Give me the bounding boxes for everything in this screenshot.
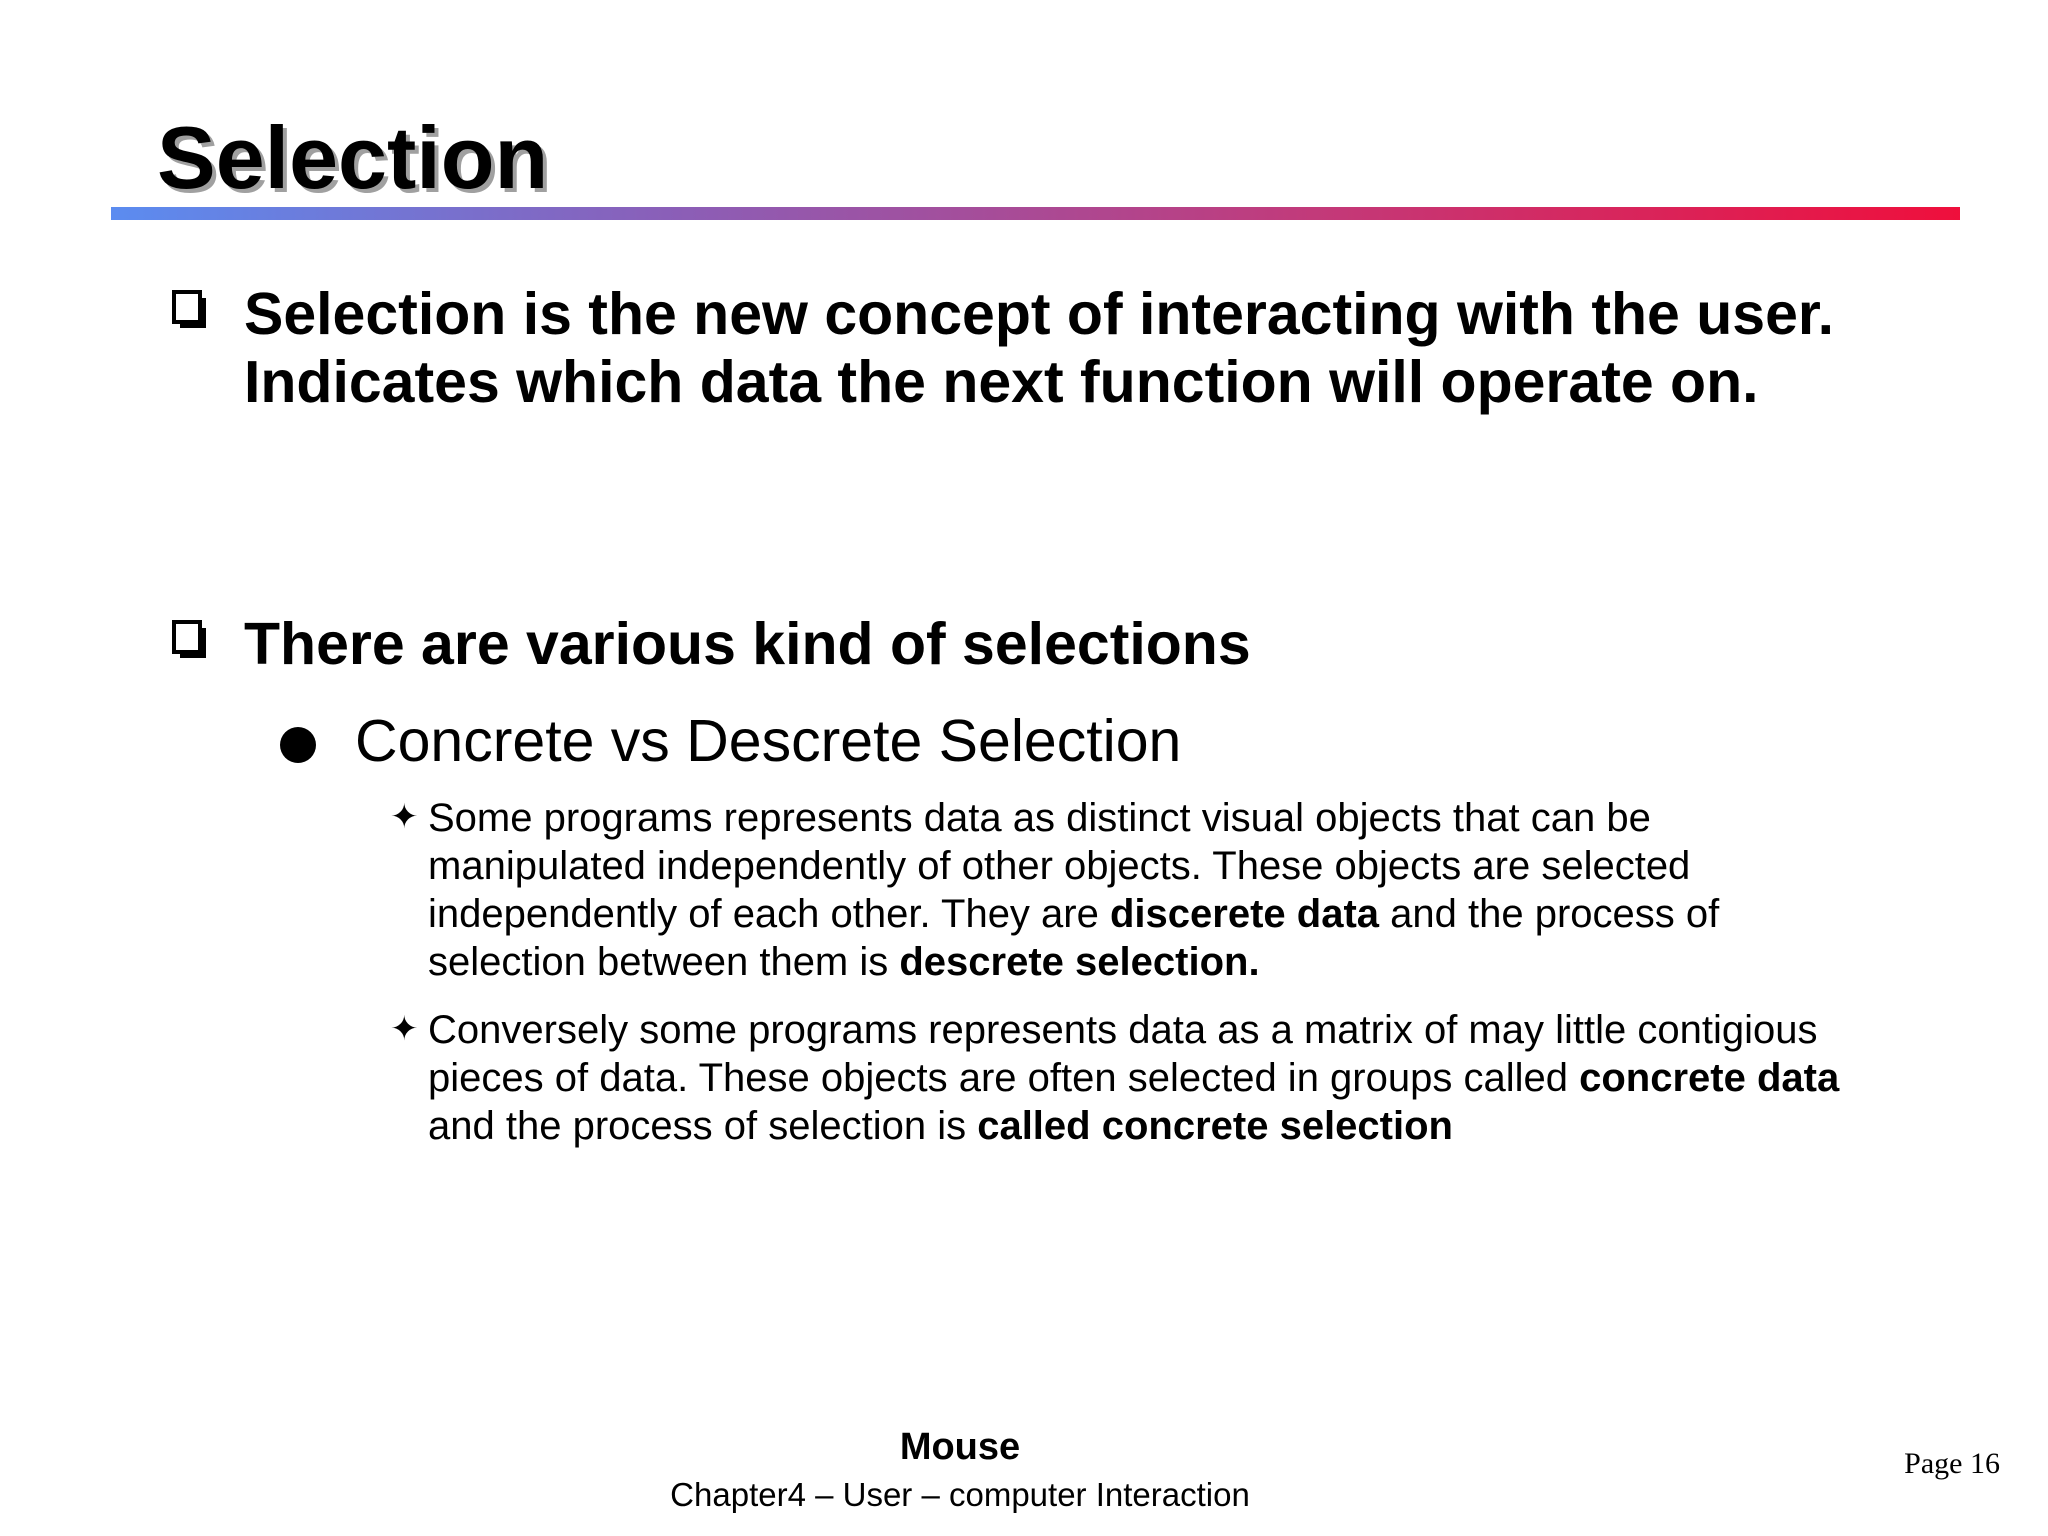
footer-subtitle: Chapter4 – User – computer Interaction <box>670 1476 1250 1513</box>
hollow-square-bullet-icon <box>172 290 208 332</box>
text-segment: and the process of selection is <box>428 1104 978 1148</box>
slide-title: Selection <box>157 108 549 207</box>
text-segment: Some programs represents data as distinct visual objects that can be manipulated independently of other objects. These objects are selected independently of each other. They are <box>428 796 1691 936</box>
definition-text: Selection is the new concept of interacting with the user. Indicates which data the next function will operate on. <box>244 281 1835 415</box>
filled-circle-bullet-icon <box>280 727 316 763</box>
detail-discrete-selection <box>390 794 1850 994</box>
bold-term: concrete data <box>1579 1056 1840 1100</box>
hollow-square-bullet-icon <box>172 620 208 662</box>
footer-title: Mouse <box>899 1426 1021 1468</box>
bold-term: descrete selection. <box>899 940 1260 984</box>
bold-term: called concrete selection <box>977 1104 1453 1148</box>
title-gradient-rule <box>111 207 1960 220</box>
bullet-point-kinds <box>172 610 1872 680</box>
text-segment: Conversely some programs represents data as a matrix of may little contigious pieces of data. These objects are often selected in groups called <box>428 1008 1818 1100</box>
page-number: Page 16 <box>1904 1447 2000 1480</box>
subpoint-text: Concrete vs Descrete Selection <box>355 708 1182 774</box>
subpoint-concrete-vs-descrete <box>280 707 1880 777</box>
bullet-point-definition <box>172 280 1872 490</box>
bold-term: discerete data <box>1109 892 1380 936</box>
four-point-star-bullet-icon: ✦ <box>390 797 419 837</box>
four-point-star-bullet-icon: ✦ <box>390 1009 419 1049</box>
kinds-text: There are various kind of selections <box>244 611 1251 677</box>
detail-concrete-selection <box>390 1006 1850 1206</box>
text-segment: and the process of selection between them is <box>428 892 1720 984</box>
detail-text <box>428 1006 1848 1150</box>
detail-text <box>428 794 1848 986</box>
